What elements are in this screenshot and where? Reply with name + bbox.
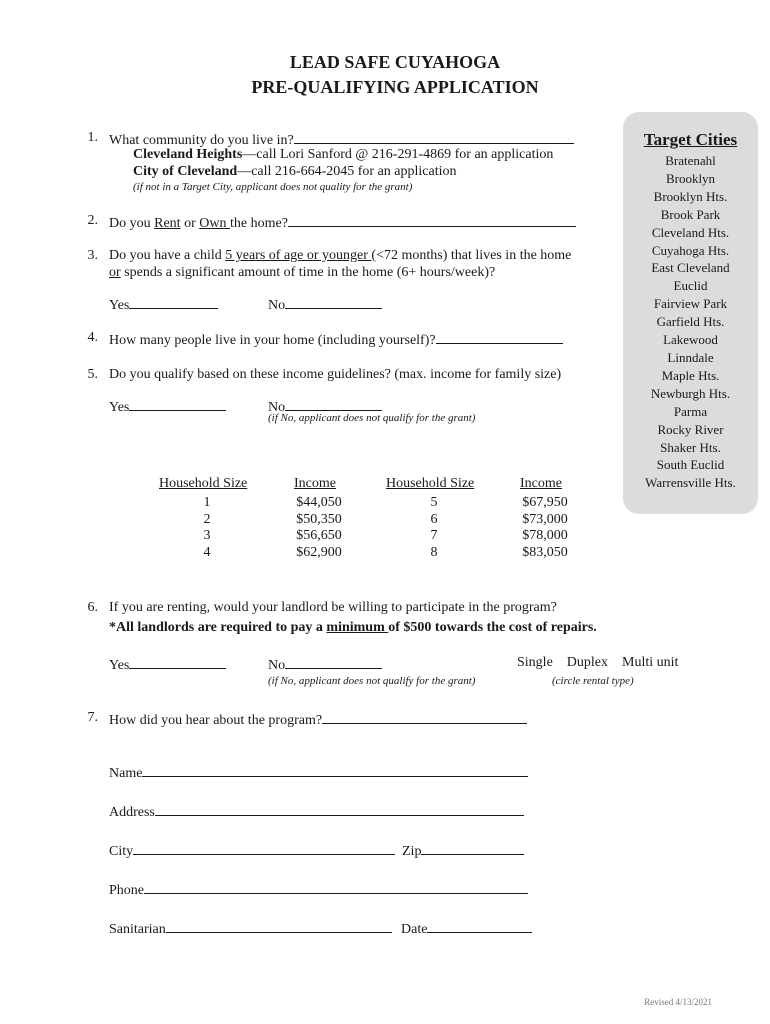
city-of-cleveland-contact xyxy=(133,164,457,180)
phone-label: Phone xyxy=(109,883,144,898)
own-option[interactable]: Own xyxy=(199,216,230,231)
target-city: Newburgh Hts. xyxy=(650,385,731,401)
target-city: Parma xyxy=(673,403,708,419)
question-3-line-2 xyxy=(109,265,495,281)
target-city: Warrensville Hts. xyxy=(645,475,736,491)
q5-no-input[interactable] xyxy=(285,397,382,411)
q5-note: (if No, applicant does not qualify for the grant) xyxy=(268,412,476,424)
q3-yes-label: Yes xyxy=(109,298,130,313)
question-2-or: or xyxy=(180,216,200,231)
target-city: Cuyahoga Hts. xyxy=(651,242,730,258)
date-label: Date xyxy=(401,922,428,937)
target-city: Lakewood xyxy=(663,332,718,348)
table-header-income-left: Income xyxy=(294,476,336,491)
requirement-prefix: *All landlords are required to pay a xyxy=(109,620,327,635)
target-city: Garfield Hts. xyxy=(656,314,725,330)
q3-no xyxy=(268,295,382,314)
question-3-age: 5 years of age or younger xyxy=(225,248,372,263)
question-5: Do you qualify based on these income guidelines? (max. income for family size) xyxy=(109,367,562,382)
question-number-3: 3. xyxy=(87,248,98,263)
question-number-7: 7. xyxy=(87,710,98,725)
city-of-cleveland-text: —call 216-664-2045 for an application xyxy=(237,164,457,179)
table-cell-size: 4 xyxy=(203,544,211,560)
q3-no-label: No xyxy=(268,298,286,313)
table-cell-size: 7 xyxy=(430,528,438,543)
right-sizes-column xyxy=(415,495,453,561)
question-2 xyxy=(109,213,576,232)
table-cell-size: 6 xyxy=(430,511,438,527)
table-cell-size: 5 xyxy=(430,495,438,510)
question-2-prefix: Do you xyxy=(109,216,155,231)
community-input[interactable] xyxy=(294,130,574,144)
target-cities-heading: Target Cities xyxy=(643,130,738,149)
cleveland-heights-text: —call Lori Sanford @ 216-291-4869 for an application xyxy=(242,147,554,162)
requirement-suffix: of $500 towards the cost of repairs. xyxy=(388,620,597,635)
table-cell-income: $44,050 xyxy=(296,495,342,510)
q5-no-label: No xyxy=(268,400,286,415)
cleveland-heights-contact xyxy=(133,147,553,163)
table-cell-size: 3 xyxy=(203,528,211,543)
question-7 xyxy=(109,710,527,729)
q6-no xyxy=(268,655,382,674)
target-city-note: (if not in a Target City, applicant does not quality for the grant) xyxy=(133,181,413,193)
target-city: Bratenahl xyxy=(665,153,716,168)
question-number-1: 1. xyxy=(87,130,98,145)
target-city: Maple Hts. xyxy=(661,367,720,383)
q6-note: (if No, applicant does not qualify for the grant) xyxy=(268,675,476,687)
sanitarian-label: Sanitarian xyxy=(109,922,166,937)
target-city: Linndale xyxy=(667,349,714,365)
city-of-cleveland-label: City of Cleveland xyxy=(133,164,238,179)
target-city: South Euclid xyxy=(656,457,725,473)
rental-type-options[interactable]: Single Duplex Multi unit xyxy=(517,655,679,670)
zip-field xyxy=(402,841,524,860)
table-cell-income: $56,650 xyxy=(296,528,342,543)
question-3-line-1 xyxy=(109,248,571,264)
question-2-suffix: the home? xyxy=(229,216,288,231)
question-number-4: 4. xyxy=(87,330,98,345)
question-6: If you are renting, would your landlord be willing to participate in the program? xyxy=(109,600,557,615)
question-3-prefix: Do you have a child xyxy=(109,248,226,263)
sanitarian-field xyxy=(109,919,392,938)
zip-input[interactable] xyxy=(421,841,524,855)
q6-no-input[interactable] xyxy=(285,655,382,669)
date-input[interactable] xyxy=(427,919,532,933)
target-city: Brooklyn xyxy=(665,170,716,186)
cleveland-heights-label: Cleveland Heights xyxy=(133,147,243,162)
phone-field xyxy=(109,880,528,899)
address-input[interactable] xyxy=(155,802,524,816)
question-number-2: 2. xyxy=(87,213,98,228)
city-label: City xyxy=(109,844,134,859)
table-cell-income: $73,000 xyxy=(522,511,568,527)
target-cities-panel xyxy=(623,112,758,514)
referral-source-input[interactable] xyxy=(322,710,527,724)
table-cell-size: 8 xyxy=(430,544,438,560)
question-number-6: 6. xyxy=(87,600,98,615)
zip-label: Zip xyxy=(402,844,422,859)
table-cell-income: $78,000 xyxy=(522,528,568,543)
q5-yes-input[interactable] xyxy=(129,397,226,411)
revision-date: Revised 4/13/2021 xyxy=(644,997,712,1007)
right-incomes-column xyxy=(515,495,575,561)
q6-yes-input[interactable] xyxy=(129,655,226,669)
q6-yes xyxy=(109,655,226,674)
phone-input[interactable] xyxy=(144,880,528,894)
table-cell-income: $62,900 xyxy=(296,544,342,560)
name-field xyxy=(109,763,528,782)
page-title: LEAD SAFE CUYAHOGA xyxy=(289,52,501,72)
rent-own-input[interactable] xyxy=(288,213,576,227)
target-city: Euclid xyxy=(673,278,708,294)
table-cell-income: $50,350 xyxy=(296,511,342,527)
city-input[interactable] xyxy=(133,841,395,855)
question-number-5: 5. xyxy=(87,367,98,382)
table-header-income-right: Income xyxy=(520,476,562,491)
q3-yes xyxy=(109,295,218,314)
q5-yes xyxy=(109,397,226,416)
name-label: Name xyxy=(109,766,143,781)
question-3-rest: spends a significant amount of time in the home (6+ hours/week)? xyxy=(120,265,496,280)
address-field xyxy=(109,802,524,821)
question-4 xyxy=(109,330,563,349)
target-city: East Cleveland xyxy=(651,260,730,276)
table-header-size-right: Household Size xyxy=(386,476,475,491)
q5-yes-label: Yes xyxy=(109,400,130,415)
question-4-text: How many people live in your home (including yourself)? xyxy=(109,333,436,348)
target-city: Shaker Hts. xyxy=(660,439,721,455)
table-cell-size: 1 xyxy=(203,495,211,510)
rent-option[interactable]: Rent xyxy=(154,216,181,231)
page-subtitle: PRE-QUALIFYING APPLICATION xyxy=(251,77,539,97)
question-7-text: How did you hear about the program? xyxy=(109,713,323,728)
landlord-requirement xyxy=(109,620,597,636)
target-city: Fairview Park xyxy=(653,296,728,312)
rental-type-note: (circle rental type) xyxy=(552,675,634,687)
target-city: Cleveland Hts. xyxy=(651,224,730,240)
q3-yes-input[interactable] xyxy=(129,295,218,309)
requirement-minimum: minimum xyxy=(326,620,389,635)
household-count-input[interactable] xyxy=(436,330,563,344)
date-field xyxy=(401,919,532,938)
left-sizes-column xyxy=(188,495,226,561)
q6-yes-label: Yes xyxy=(109,658,130,673)
left-incomes-column xyxy=(289,495,349,561)
city-field xyxy=(109,841,395,860)
name-input[interactable] xyxy=(142,763,528,777)
target-city: Brooklyn Hts. xyxy=(653,188,728,204)
question-3-or: or xyxy=(109,265,121,280)
address-label: Address xyxy=(109,805,155,820)
table-cell-size: 2 xyxy=(203,511,211,527)
target-city: Rocky River xyxy=(657,421,724,437)
target-city: Brook Park xyxy=(660,206,721,222)
q6-no-label: No xyxy=(268,658,286,673)
question-1-text: What community do you live in? xyxy=(109,133,294,148)
table-header-size-left: Household Size xyxy=(159,476,248,491)
sanitarian-input[interactable] xyxy=(166,919,392,933)
question-3-suffix: (<72 months) that lives in the home xyxy=(371,248,572,263)
table-cell-income: $67,950 xyxy=(522,495,568,510)
table-cell-income: $83,050 xyxy=(522,544,568,560)
q3-no-input[interactable] xyxy=(285,295,382,309)
